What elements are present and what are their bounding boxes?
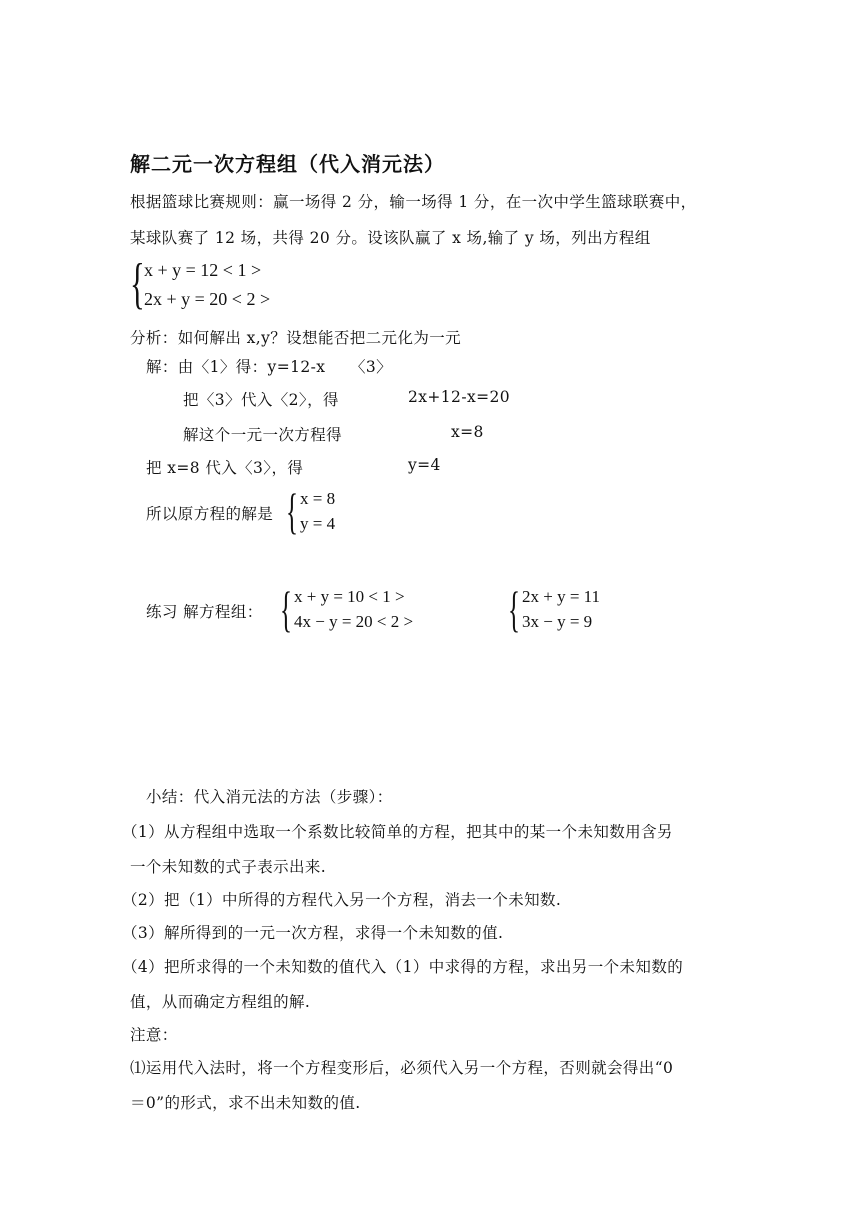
practice-2-eq-1: 2x + y = 11 bbox=[522, 587, 601, 606]
practice-label: 练习 解方程组： bbox=[146, 603, 263, 621]
summary-step-2: （2）把（1）中所得的方程代入另一个方程，消去一个未知数. bbox=[122, 891, 562, 909]
step-1-tag: 〈3〉 bbox=[350, 358, 393, 376]
step-3-label: 解这个一元一次方程得 bbox=[183, 426, 343, 444]
note-line-2: ＝0”的形式，求不出未知数的值. bbox=[130, 1094, 361, 1112]
analysis-text: 分析：如何解出 x,y？设想能否把二元化为一元 bbox=[130, 329, 462, 347]
summary-step-1-line-1: （1）从方程组中选取一个系数比较简单的方程，把其中的某一个未知数用含另 bbox=[122, 823, 673, 841]
brace-icon: { bbox=[130, 253, 145, 315]
practice-1-eq-1: x + y = 10 < 1 > bbox=[294, 587, 405, 606]
summary-step-1-line-2: 一个未知数的式子表示出来. bbox=[130, 858, 327, 876]
main-eq-2: 2x + y = 20 < 2 > bbox=[144, 289, 271, 309]
step-1-label: 解：由〈1〉得：y=12-x bbox=[146, 358, 326, 376]
solution-system bbox=[286, 483, 366, 540]
brace-icon: { bbox=[280, 581, 292, 637]
main-equation-system bbox=[130, 253, 330, 318]
step-2-label: 把〈3〉代入〈2〉，得 bbox=[183, 391, 339, 409]
page-title: 解二元一次方程组（代入消元法） bbox=[130, 152, 445, 176]
solution-label: 所以原方程的解是 bbox=[146, 505, 274, 523]
brace-icon: { bbox=[286, 483, 298, 539]
step-3-equation: x=8 bbox=[451, 423, 484, 441]
summary-step-4-line-2: 值，从而确定方程组的解. bbox=[130, 993, 311, 1011]
practice-system-1 bbox=[280, 581, 450, 638]
main-eq-1: x + y = 12 < 1 > bbox=[144, 260, 262, 280]
practice-2-eq-2: 3x − y = 9 bbox=[522, 612, 593, 631]
step-2-equation: 2x+12-x=20 bbox=[408, 388, 511, 406]
summary-step-4-line-1: （4）把所求得的一个未知数的值代入（1）中求得的方程，求出另一个未知数的 bbox=[122, 958, 684, 976]
practice-1-eq-2: 4x − y = 20 < 2 > bbox=[294, 612, 414, 631]
step-4-equation: y=4 bbox=[408, 456, 441, 474]
practice-system-2 bbox=[508, 581, 628, 638]
note-line-1: ⑴运用代入法时，将一个方程变形后，必须代入另一个方程，否则就会得出“0 bbox=[130, 1059, 674, 1077]
intro-line-2: 某球队赛了 12 场，共得 20 分。设该队赢了 x 场,输了 y 场，列出方程组 bbox=[130, 229, 651, 247]
step-4-label: 把 x=8 代入〈3〉，得 bbox=[146, 459, 304, 477]
brace-icon: { bbox=[508, 581, 520, 637]
summary-title: 小结：代入消元法的方法（步骤）： bbox=[146, 788, 393, 806]
note-title: 注意： bbox=[130, 1026, 178, 1044]
intro-line-1: 根据篮球比赛规则：赢一场得 2 分，输一场得 1 分，在一次中学生篮球联赛中， bbox=[130, 193, 697, 211]
solution-eq-2: y = 4 bbox=[300, 514, 336, 533]
solution-eq-1: x = 8 bbox=[300, 489, 336, 508]
summary-step-3: （3）解所得到的一元一次方程，求得一个未知数的值. bbox=[122, 924, 504, 942]
